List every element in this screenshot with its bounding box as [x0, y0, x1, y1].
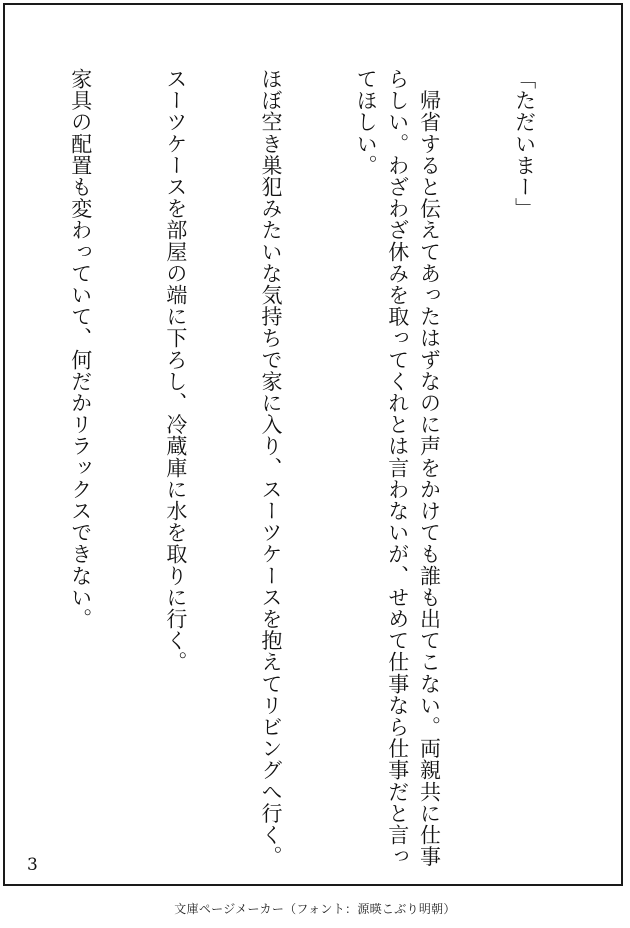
page-frame	[3, 3, 623, 886]
paragraph-line: ほぼ空き巣犯みたいな気持ちで家に入り、スーツケースを抱えてリビングへ行く。	[258, 68, 283, 868]
paragraph-line: 「ただいまー」	[512, 68, 537, 220]
vertical-text-body	[0, 68, 603, 868]
paragraph-line: 帰省すると伝えてあったはずなのに声をかけても誰も出てこない。両親共に仕事らしい。わざわざ休みを取ってくれとは言わないが、せめて仕事なら仕事だと言ってほしい。	[354, 68, 442, 868]
paragraph-line: 家具の配置も変わっていて、何だかリラックスできない。	[68, 68, 93, 630]
paragraph-line	[0, 68, 1, 868]
page-number: 3	[27, 855, 38, 875]
footer-caption: 文庫ページメーカー（フォント：源暎こぶり明朝）	[174, 902, 456, 916]
paragraph-line: スーツケースを部屋の端に下ろし、冷蔵庫に水を取りに行く。	[163, 68, 188, 673]
